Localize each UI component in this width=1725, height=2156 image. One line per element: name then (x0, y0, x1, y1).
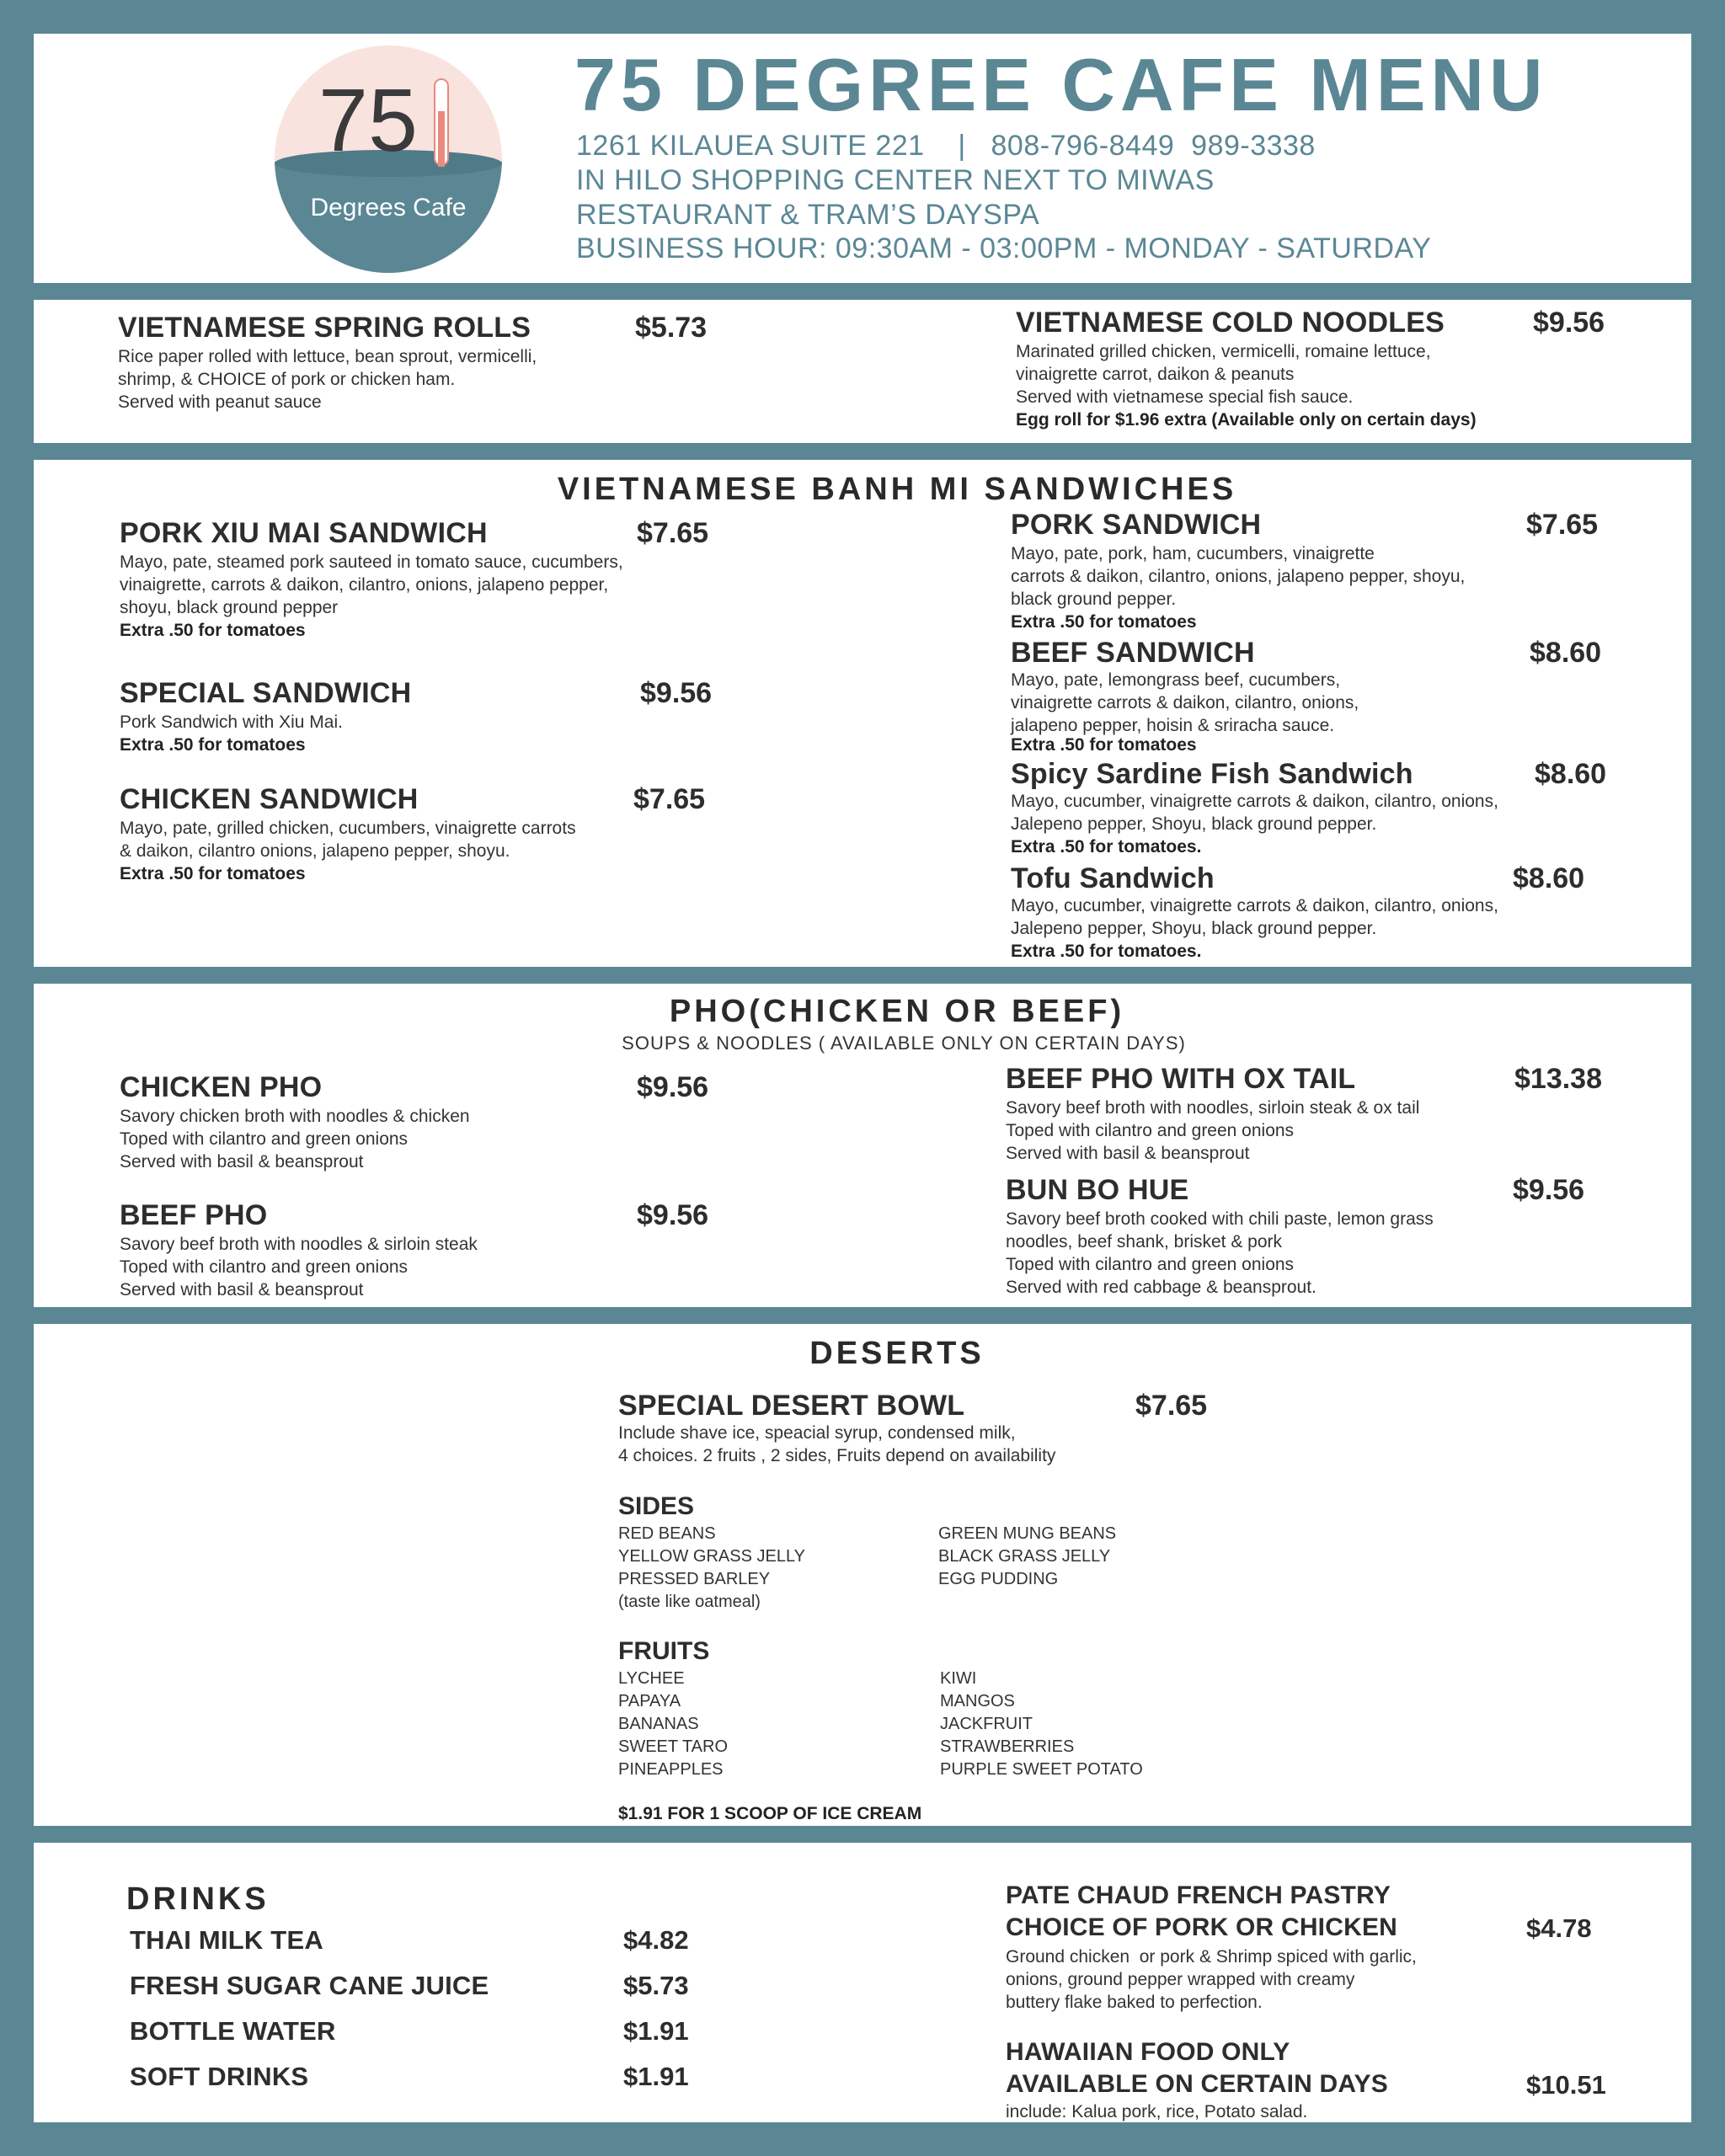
sides-title: SIDES (618, 1492, 695, 1520)
location-line-1: IN HILO SHOPPING CENTER NEXT TO MIWAS (576, 164, 1215, 196)
hawaiian-food-availability: AVAILABLE ON CERTAIN DAYS (1006, 2070, 1388, 2098)
special-sandwich-price: $9.56 (640, 677, 713, 709)
pork-sandwich-name: PORK SANDWICH (1011, 509, 1262, 541)
beef-sandwich-name: BEEF SANDWICH (1011, 637, 1255, 669)
pork-sandwich-price: $7.65 (1526, 509, 1599, 541)
ox-tail-pho-price: $13.38 (1514, 1063, 1602, 1095)
fruit-item: SWEET TARO (618, 1737, 729, 1756)
fruit-item: KIWI (940, 1669, 977, 1688)
fruit-item: JACKFRUIT (940, 1715, 1033, 1733)
deserts-title: DESERTS (809, 1336, 985, 1371)
ox-tail-pho-desc: Savory beef broth with noodles, sirloin steak & ox tail Toped with cilantro and green onions Served with basil & beansprout (1006, 1098, 1420, 1163)
fruits-list-right (940, 1668, 1143, 1781)
beef-pho-price: $9.56 (637, 1199, 709, 1231)
side-item: YELLOW GRASS JELLY (618, 1547, 805, 1566)
tofu-sandwich-desc: Mayo, cucumber, vinaigrette carrots & daikon, cilantro, onions, Jalepeno pepper, Shoyu, black ground pepper. Extra .50 for tomatoes. (1011, 896, 1498, 961)
starters-panel (34, 300, 1691, 443)
pate-chaud-name: PATE CHAUD FRENCH PASTRY (1006, 1881, 1391, 1909)
chicken-sandwich-name: CHICKEN SANDWICH (120, 783, 419, 815)
chicken-pho-price: $9.56 (637, 1071, 709, 1103)
pate-chaud-desc: Ground chicken or pork & Shrimp spiced with garlic, onions, ground pepper wrapped with creamy buttery flake baked to perfection. (1006, 1947, 1417, 2012)
beef-pho-name: BEEF PHO (120, 1199, 268, 1231)
cafe-logo (275, 45, 502, 273)
side-item: GREEN MUNG BEANS (938, 1524, 1117, 1543)
ice-cream-note: $1.91 FOR 1 SCOOP OF ICE CREAM (618, 1804, 922, 1823)
pork-xiu-mai-price: $7.65 (637, 517, 709, 549)
deserts-panel (34, 1324, 1691, 1826)
header-panel (34, 34, 1691, 283)
fruits-list-left (618, 1668, 728, 1781)
cold-noodles-desc: Marinated grilled chicken, vermicelli, romaine lettuce, vinaigrette carrot, daikon & peanuts Served with vietnamese special fish sauce. Egg roll for $1.96 extra (Available only on certain days) (1016, 342, 1477, 430)
desert-bowl-price: $7.65 (1135, 1390, 1208, 1422)
location-line-2: RESTAURANT & TRAM’S DAYSPA (576, 199, 1040, 231)
beef-sandwich-price: $8.60 (1530, 637, 1602, 669)
business-hours: BUSINESS HOUR: 09:30AM - 03:00PM - MONDAY - SATURDAY (576, 232, 1432, 264)
beef-pho-desc: Savory beef broth with noodles & sirloin steak Toped with cilantro and green onions Served with basil & beansprout (120, 1235, 478, 1299)
fruit-item: PURPLE SWEET POTATO (940, 1760, 1143, 1779)
beef-sandwich-desc: Mayo, pate, lemongrass beef, cucumbers, vinaigrette carrots & daikon, cilantro, onions, jalapeno pepper, hoisin & sriracha sauce. Extra .50 for tomatoes (1011, 670, 1359, 755)
sardine-sandwich-name: Spicy Sardine Fish Sandwich (1011, 758, 1413, 790)
pho-panel (34, 984, 1691, 1307)
chicken-sandwich-desc: Mayo, pate, grilled chicken, cucumbers, vinaigrette carrots & daikon, cilantro onions, jalapeno pepper, shoyu. Extra .50 for tomatoes (120, 819, 576, 883)
drink-item-name: BOTTLE WATER (130, 2016, 336, 2046)
drink-item-price: $5.73 (623, 1971, 689, 2000)
pate-chaud-choice: CHOICE OF PORK OR CHICKEN (1006, 1913, 1398, 1941)
fruit-item: PAPAYA (618, 1692, 681, 1710)
logo-text: Degrees Cafe (310, 194, 467, 221)
sardine-sandwich-price: $8.60 (1535, 758, 1607, 790)
cold-noodles-name: VIETNAMESE COLD NOODLES (1016, 307, 1445, 339)
hawaiian-food-desc: include: Kalua pork, rice, Potato salad. (1006, 2102, 1308, 2121)
bun-bo-hue-name: BUN BO HUE (1006, 1174, 1189, 1206)
chicken-pho-desc: Savory chicken broth with noodles & chicken Toped with cilantro and green onions Served with basil & beansprout (120, 1107, 470, 1171)
side-item: (taste like oatmeal) (618, 1593, 761, 1611)
ox-tail-pho-name: BEEF PHO WITH OX TAIL (1006, 1063, 1356, 1095)
fruit-item: STRAWBERRIES (940, 1737, 1075, 1756)
sides-list-left (618, 1523, 805, 1614)
address-phone: 1261 KILAUEA SUITE 221 | 808-796-8449 989-3338 (576, 130, 1316, 162)
hawaiian-food-name: HAWAIIAN FOOD ONLY (1006, 2038, 1290, 2066)
drink-item-name: FRESH SUGAR CANE JUICE (130, 1971, 489, 2000)
pork-xiu-mai-desc: Mayo, pate, steamed pork sauteed in tomato sauce, cucumbers, vinaigrette, carrots & daikon, cilantro, onions, jalapeno pepper, shoyu, black ground pepper Extra .50 for tomatoes (120, 552, 623, 640)
banh-mi-panel (34, 460, 1691, 967)
fruit-item: PINEAPPLES (618, 1760, 724, 1779)
side-item: PRESSED BARLEY (618, 1570, 771, 1588)
drinks-title: DRINKS (126, 1881, 270, 1917)
pho-title: PHO(CHICKEN OR BEEF) (669, 994, 1125, 1029)
menu-title: 75 DEGREE CAFE MENU (574, 43, 1548, 126)
spring-rolls-name: VIETNAMESE SPRING ROLLS (118, 312, 531, 344)
drink-item-price: $1.91 (623, 2016, 689, 2046)
drinks-panel (34, 1843, 1691, 2122)
banh-mi-title: VIETNAMESE BANH MI SANDWICHES (557, 472, 1237, 507)
spring-rolls-price: $5.73 (635, 312, 708, 344)
desert-bowl-name: SPECIAL DESERT BOWL (618, 1390, 965, 1422)
chicken-pho-name: CHICKEN PHO (120, 1071, 323, 1103)
side-item: EGG PUDDING (938, 1570, 1059, 1588)
fruits-title: FRUITS (618, 1637, 710, 1665)
tofu-sandwich-price: $8.60 (1513, 862, 1585, 894)
bun-bo-hue-desc: Savory beef broth cooked with chili paste, lemon grass noodles, beef shank, brisket & pork Toped with cilantro and green onions Served with red cabbage & beansprout. (1006, 1209, 1434, 1297)
pate-chaud-price: $4.78 (1526, 1913, 1592, 1943)
desert-bowl-desc: Include shave ice, speacial syrup, condensed milk, 4 choices. 2 fruits , 2 sides, Fruits depend on availability (618, 1423, 1056, 1465)
special-sandwich-desc: Pork Sandwich with Xiu Mai. Extra .50 for tomatoes (120, 712, 343, 755)
side-item: BLACK GRASS JELLY (938, 1547, 1111, 1566)
drink-item-price: $4.82 (623, 1925, 689, 1955)
pho-subtitle: SOUPS & NOODLES ( AVAILABLE ONLY ON CERTAIN DAYS) (622, 1033, 1186, 1054)
side-item: RED BEANS (618, 1524, 716, 1543)
logo-number: 75 (318, 71, 418, 170)
drink-item-name: THAI MILK TEA (130, 1925, 323, 1955)
spring-rolls-desc: Rice paper rolled with lettuce, bean sprout, vermicelli, shrimp, & CHOICE of pork or chicken ham. Served with peanut sauce (118, 347, 537, 412)
sides-list-right (938, 1523, 1116, 1591)
hawaiian-food-price: $10.51 (1526, 2070, 1606, 2100)
fruit-item: MANGOS (940, 1692, 1015, 1710)
drink-item-name: SOFT DRINKS (130, 2062, 309, 2091)
sardine-sandwich-desc: Mayo, cucumber, vinaigrette carrots & daikon, cilantro, onions, Jalepeno pepper, Shoyu, black ground pepper. Extra .50 for tomatoes. (1011, 792, 1498, 857)
drink-item-price: $1.91 (623, 2062, 689, 2091)
special-sandwich-name: SPECIAL SANDWICH (120, 677, 412, 709)
tofu-sandwich-name: Tofu Sandwich (1011, 862, 1215, 894)
pork-sandwich-desc: Mayo, pate, pork, ham, cucumbers, vinaigrette carrots & daikon, cilantro, onions, jalapeno pepper, shoyu, black ground pepper. Extra .50 for tomatoes (1011, 544, 1466, 632)
chicken-sandwich-price: $7.65 (633, 783, 706, 815)
pork-xiu-mai-name: PORK XIU MAI SANDWICH (120, 517, 488, 549)
fruit-item: LYCHEE (618, 1669, 685, 1688)
bun-bo-hue-price: $9.56 (1513, 1174, 1585, 1206)
cold-noodles-price: $9.56 (1533, 307, 1605, 339)
fruit-item: BANANAS (618, 1715, 699, 1733)
